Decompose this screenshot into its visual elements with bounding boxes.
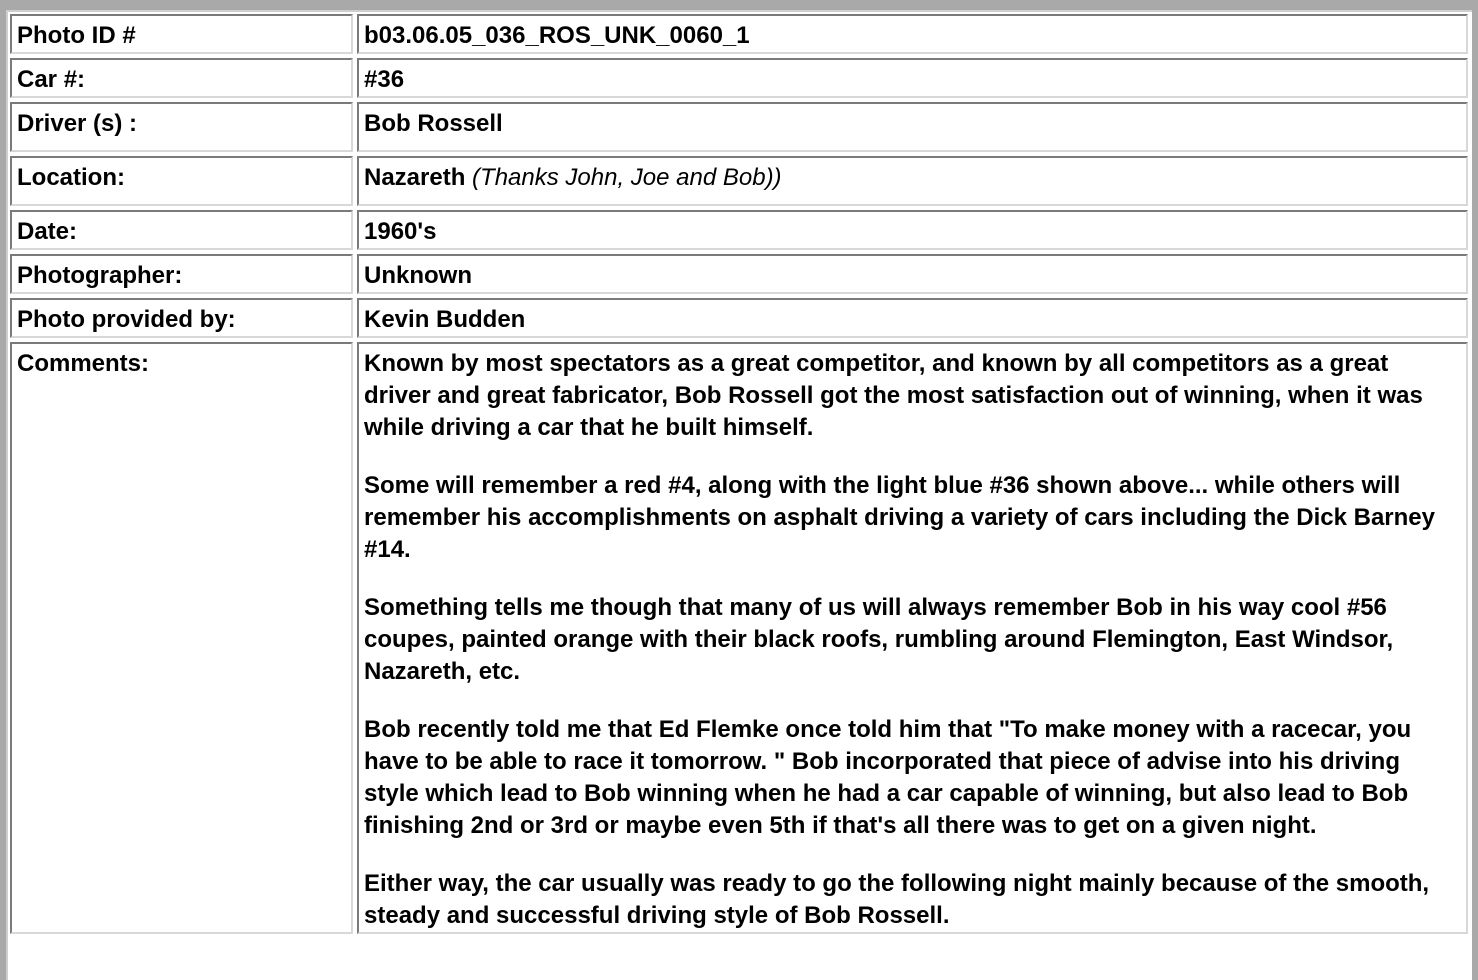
date-value: 1960's xyxy=(357,210,1468,250)
comments-paragraph: Either way, the car usually was ready to go the following night mainly because of the smooth, steady and successful driving style of Bob Rossell. xyxy=(364,870,1430,929)
table-row-comments xyxy=(10,342,1468,934)
table-row-location xyxy=(10,156,1468,206)
driver-value: Bob Rossell xyxy=(357,102,1468,152)
photographer-value: Unknown xyxy=(357,254,1468,294)
car-value: #36 xyxy=(357,58,1468,98)
driver-label: Driver (s) : xyxy=(10,102,353,152)
table-row-date xyxy=(10,210,1468,250)
location-label: Location: xyxy=(10,156,353,206)
comments-paragraph: Known by most spectators as a great competitor, and known by all competitors as a great driver and great fabricator, Bob Rossell got the most satisfaction out of winning, when it was while driving a car that he built himself. xyxy=(364,350,1423,441)
location-value: Nazareth xyxy=(364,164,466,191)
comments-paragraph: Bob recently told me that Ed Flemke once told him that "To make money with a racecar, you have to be able to race it tomorrow. " Bob incorporated that piece of advise into his driving style which lead to Bob winning when he had a car capable of winning, but also lead to Bob finishing 2nd or 3rd or maybe even 5th if that's all there was to get on a given night. xyxy=(364,716,1412,839)
photo-id-label: Photo ID # xyxy=(10,14,353,54)
photo-info-table xyxy=(6,10,1472,938)
comments-body xyxy=(357,342,1468,934)
photo-info-panel xyxy=(6,10,1472,980)
table-row-driver xyxy=(10,102,1468,152)
table-row-provided-by xyxy=(10,298,1468,338)
provided-by-label: Photo provided by: xyxy=(10,298,353,338)
location-note: (Thanks John, Joe and Bob)) xyxy=(472,164,782,191)
comments-paragraph: Some will remember a red #4, along with the light blue #36 shown above... while others will remember his accomplishments on asphalt driving a variety of cars including the Dick Barney #14. xyxy=(364,472,1435,563)
photo-id-value: b03.06.05_036_ROS_UNK_0060_1 xyxy=(357,14,1468,54)
comments-paragraph: Something tells me though that many of us will always remember Bob in his way cool #56 coupes, painted orange with their black roofs, rumbling around Flemington, East Windsor, Nazareth, etc. xyxy=(364,594,1394,685)
photographer-label: Photographer: xyxy=(10,254,353,294)
table-row-photo-id xyxy=(10,14,1468,54)
car-label: Car #: xyxy=(10,58,353,98)
table-row-car xyxy=(10,58,1468,98)
date-label: Date: xyxy=(10,210,353,250)
comments-label: Comments: xyxy=(10,342,353,934)
provided-by-value: Kevin Budden xyxy=(357,298,1468,338)
table-row-photographer xyxy=(10,254,1468,294)
location-cell xyxy=(357,156,1468,206)
